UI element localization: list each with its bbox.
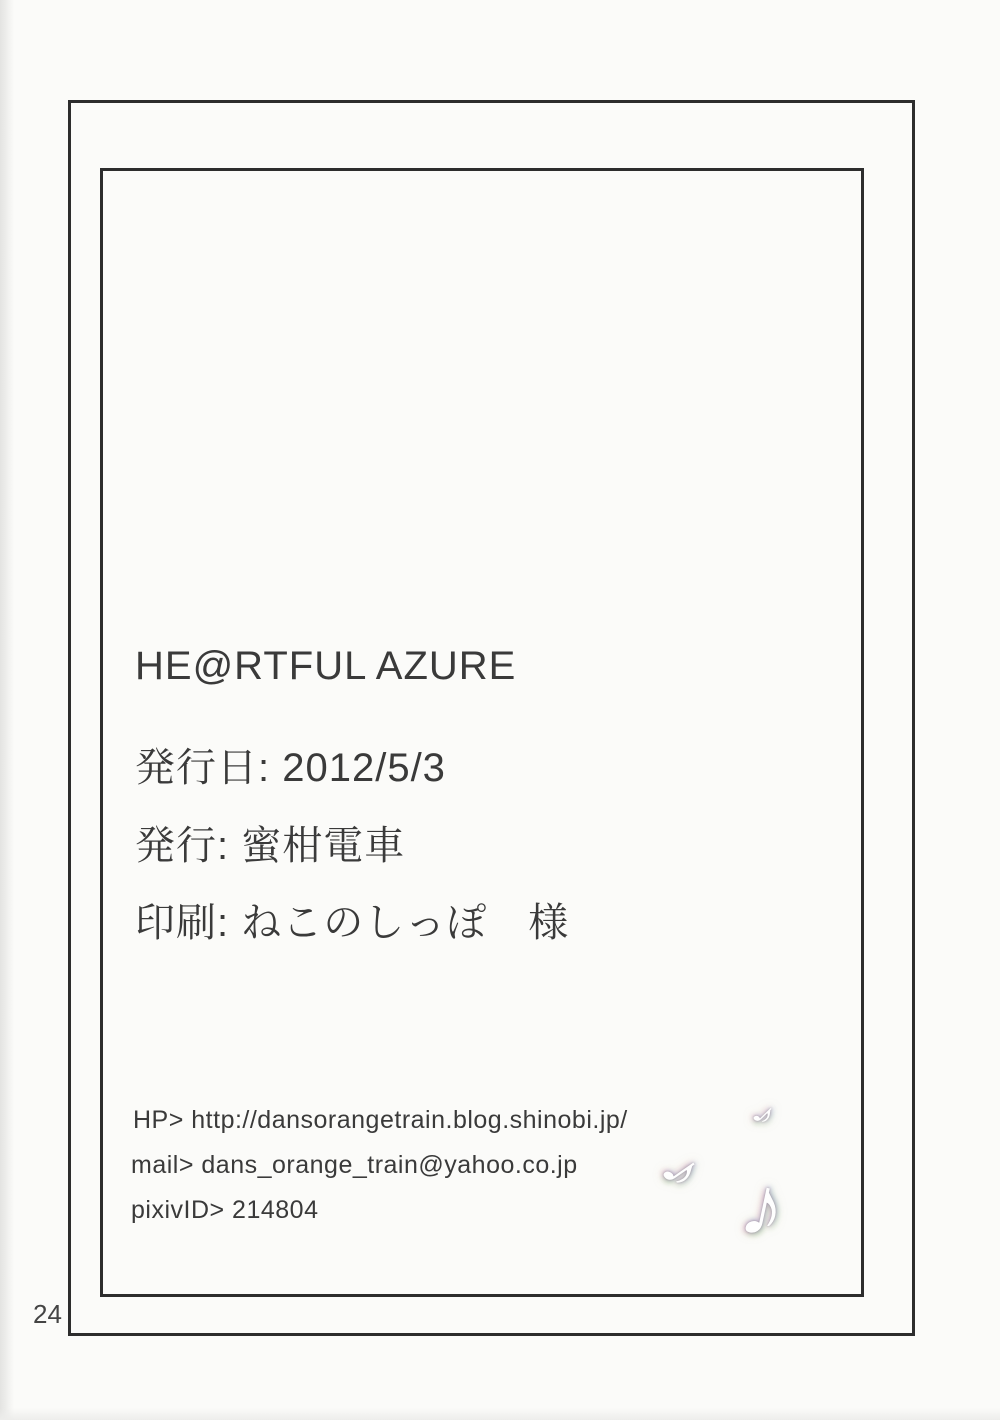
page-number: 24 xyxy=(33,1299,62,1329)
publisher-line: 発行: 蜜柑電車 xyxy=(135,824,406,868)
email-line: mail> dans_orange_train@yahoo.co.jp xyxy=(131,1151,578,1179)
music-note-icon: ♪ xyxy=(647,1140,718,1202)
page-title: HE@RTFUL AZURE xyxy=(135,644,517,688)
music-note-icon: ♪ xyxy=(744,1092,787,1135)
music-note-icon: ♪ xyxy=(732,1155,795,1259)
homepage-url-line: HP> http://dansorangetrain.blog.shinobi.jp/ xyxy=(133,1106,628,1134)
publish-date-line: 発行日: 2012/5/3 xyxy=(135,746,446,790)
printer-line: 印刷: ねこのしっぽ 様 xyxy=(135,901,570,945)
pixiv-id-line: pixivID> 214804 xyxy=(131,1196,319,1224)
